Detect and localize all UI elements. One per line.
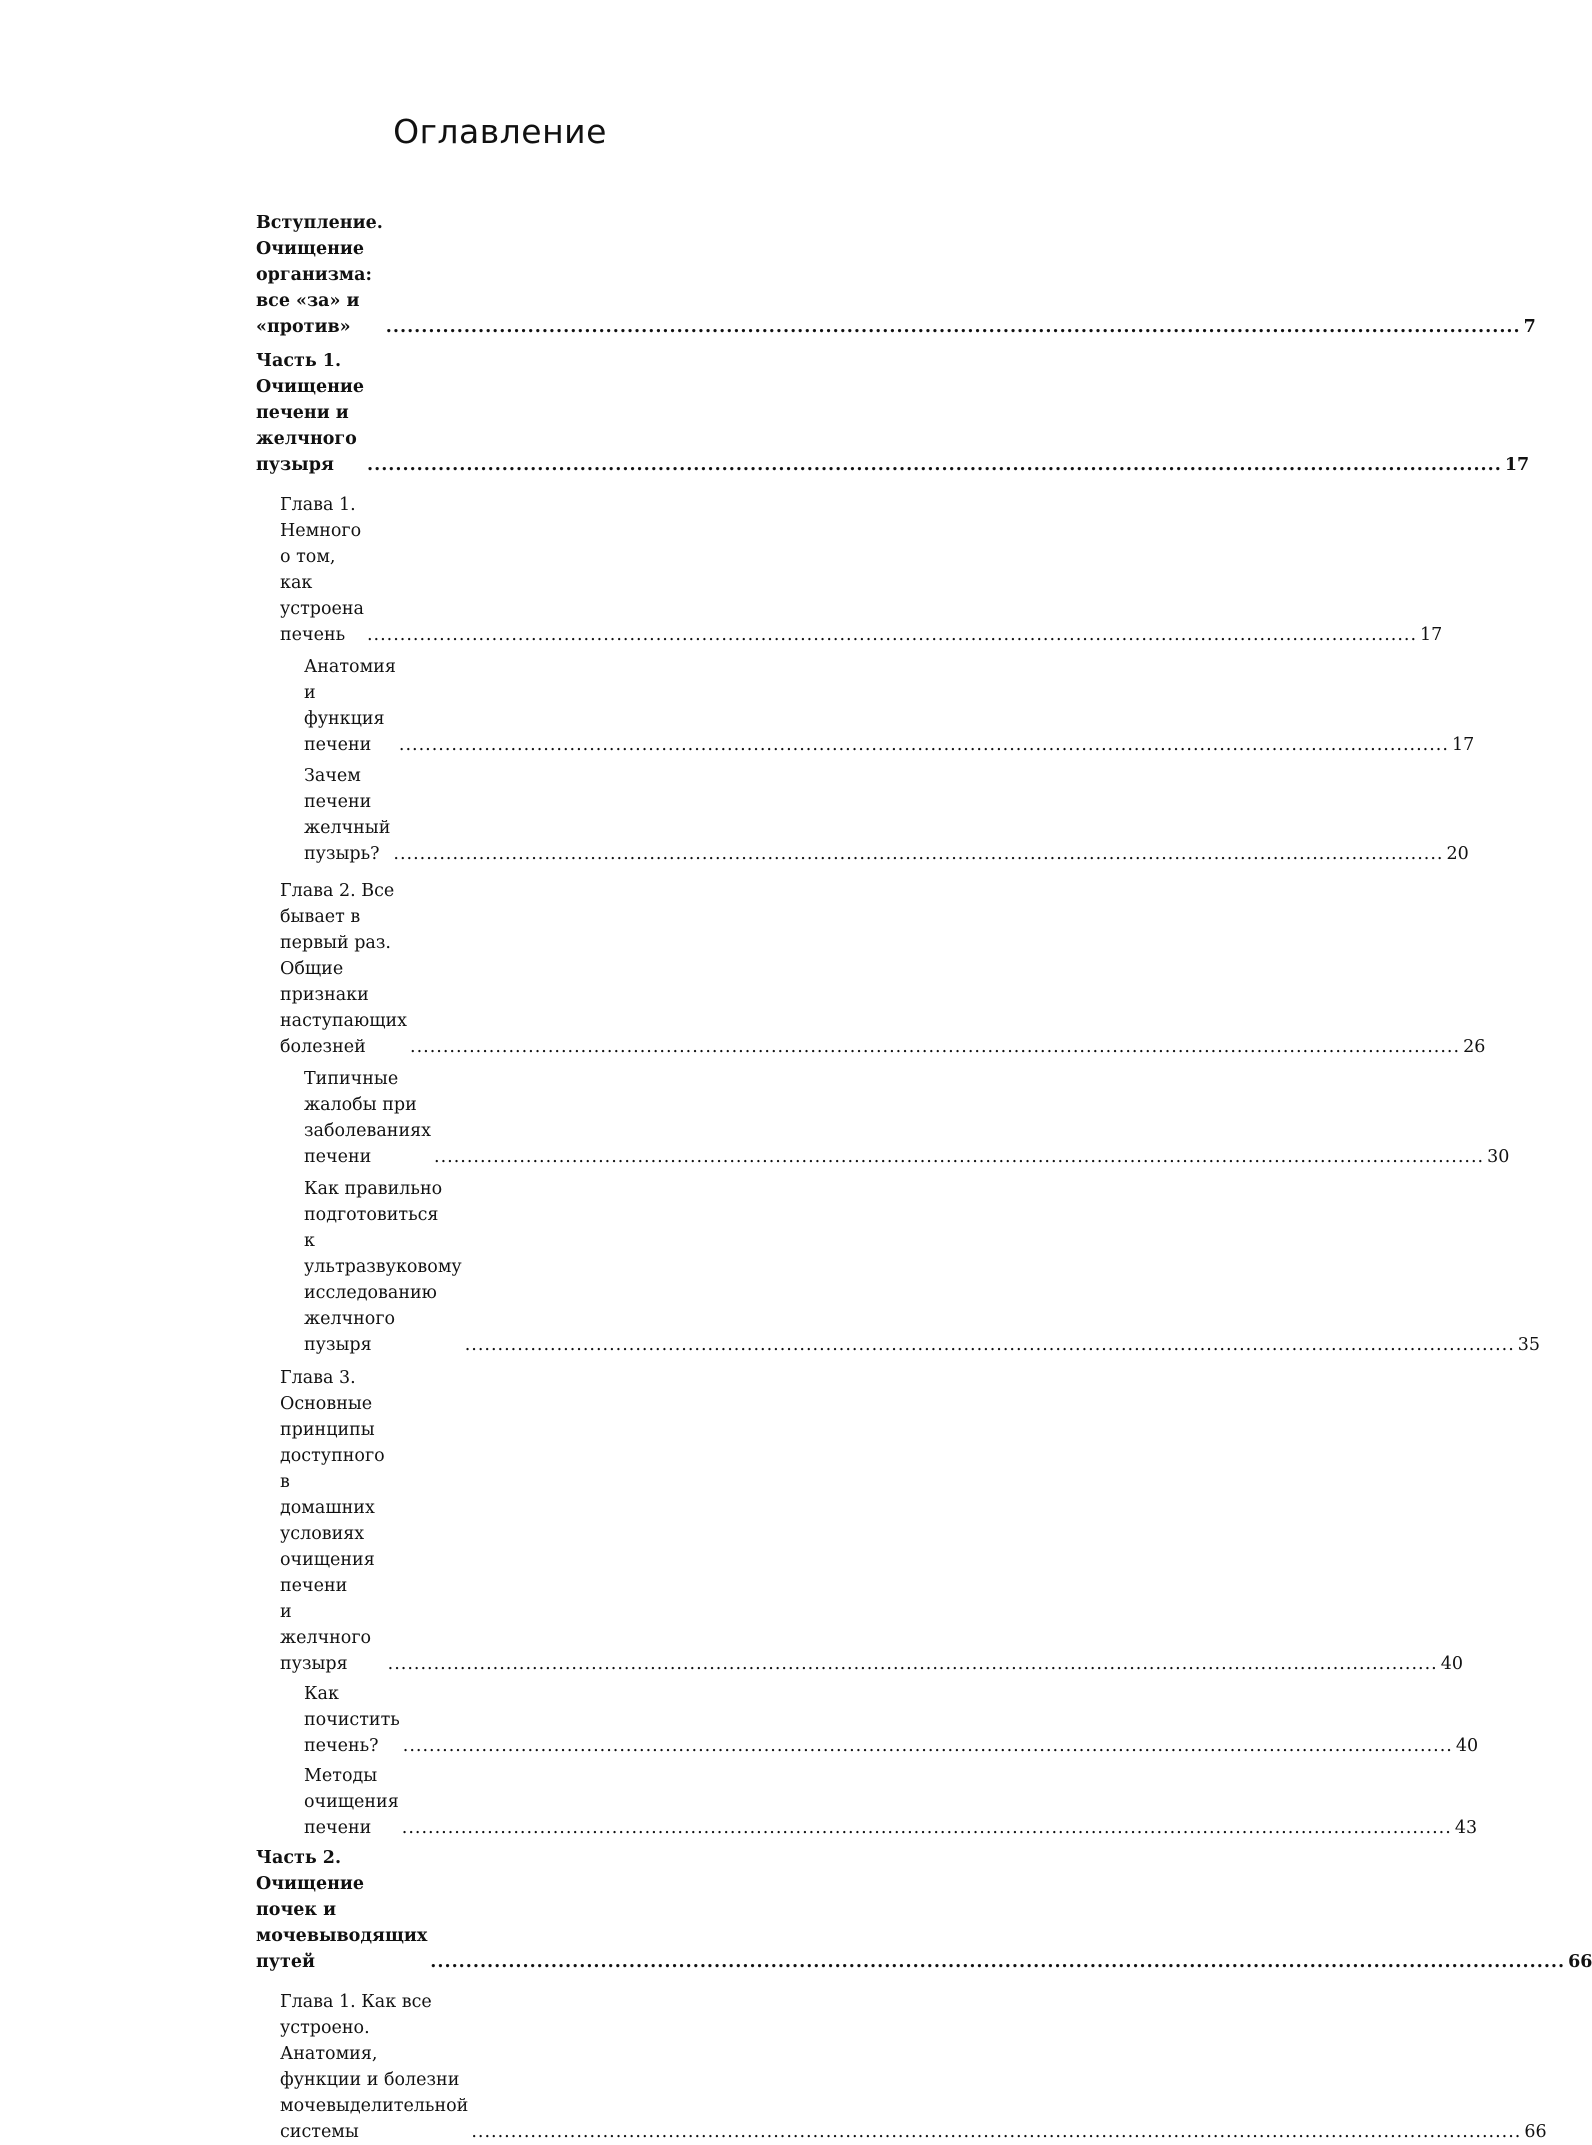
toc-entry-text: Глава 2. Все бывает в первый раз. Общие признаки наступающих болезней	[280, 881, 408, 1057]
toc-entry-page: 20	[1446, 844, 1469, 864]
toc-entry-section	[256, 1066, 1510, 1170]
dot-leader	[465, 1332, 1515, 1358]
toc-entry-page: 17	[1504, 455, 1530, 475]
toc-entry-text: Вступление. Очищение организма: все «за» и «против»	[256, 213, 383, 337]
toc-entry-part-1-chapter-3	[256, 1365, 1463, 1677]
toc-entry-page: 35	[1517, 1335, 1541, 1355]
dot-leader	[393, 841, 1443, 867]
dot-leader	[367, 452, 1502, 478]
toc-entry-part-2-chapter-1	[256, 1989, 1547, 2145]
dot-leader	[402, 1815, 1452, 1841]
toc-entry-text: Типичные жалобы при заболеваниях печени	[304, 1069, 432, 1167]
dot-leader	[367, 622, 1417, 648]
toc-entry-page: 66	[1568, 1952, 1592, 1972]
toc-entry-part-1-chapter-2	[256, 878, 1486, 1060]
toc-entry-page: 7	[1523, 317, 1536, 337]
toc-entry-page: 26	[1463, 1037, 1486, 1057]
toc-entry-text: Зачем печени желчный пузырь?	[304, 766, 391, 864]
toc-entry-text: Глава 1. Как все устроено. Анатомия, функции и болезни мочевыделительной системы	[280, 1992, 469, 2142]
dot-leader	[430, 1949, 1565, 1975]
toc-entry-section	[256, 1681, 1479, 1759]
table-of-contents	[256, 210, 1592, 2145]
toc-entry-page: 17	[1420, 625, 1443, 645]
toc-entry-section	[256, 654, 1475, 758]
toc-entry-section	[256, 763, 1469, 867]
dot-leader	[434, 1144, 1484, 1170]
toc-entry-page: 43	[1454, 1818, 1478, 1838]
toc-entry-text: Часть 1. Очищение печени и желчного пузыря	[256, 351, 365, 475]
toc-entry-section	[256, 1176, 1541, 1358]
dot-leader	[399, 732, 1449, 758]
toc-entry-introduction	[256, 210, 1536, 340]
toc-entry-part-1-chapter-1	[256, 492, 1443, 648]
dot-leader	[403, 1733, 1453, 1759]
toc-entry-page: 40	[1455, 1736, 1479, 1756]
dot-leader	[410, 1034, 1460, 1060]
toc-entry-page: 66	[1524, 2122, 1547, 2142]
toc-entry-page: 40	[1440, 1654, 1463, 1674]
dot-leader	[471, 2119, 1521, 2145]
page-title: Оглавление	[393, 112, 607, 151]
dot-leader	[386, 314, 1521, 340]
toc-entry-text: Глава 1. Немного о том, как устроена печень	[280, 495, 364, 645]
toc-entry-page: 30	[1487, 1147, 1510, 1167]
toc-entry-text: Как правильно подготовиться к ультразвуковому исследованию желчного пузыря	[304, 1179, 462, 1355]
toc-entry-text: Как почистить печень?	[304, 1684, 400, 1756]
toc-entry-text: Методы очищения печени	[304, 1766, 399, 1838]
toc-entry-text: Глава 3. Основные принципы доступного в домашних условиях очищения печени и желчного пузыря	[280, 1368, 385, 1674]
toc-entry-text: Часть 2. Очищение почек и мочевыводящих путей	[256, 1848, 428, 1972]
toc-entry-section	[256, 1763, 1478, 1841]
dot-leader	[388, 1651, 1438, 1677]
toc-entry-page: 17	[1451, 735, 1475, 755]
toc-entry-part-1	[256, 348, 1530, 478]
toc-entry-part-2	[256, 1845, 1592, 1975]
toc-entry-text: Анатомия и функция печени	[304, 657, 396, 755]
